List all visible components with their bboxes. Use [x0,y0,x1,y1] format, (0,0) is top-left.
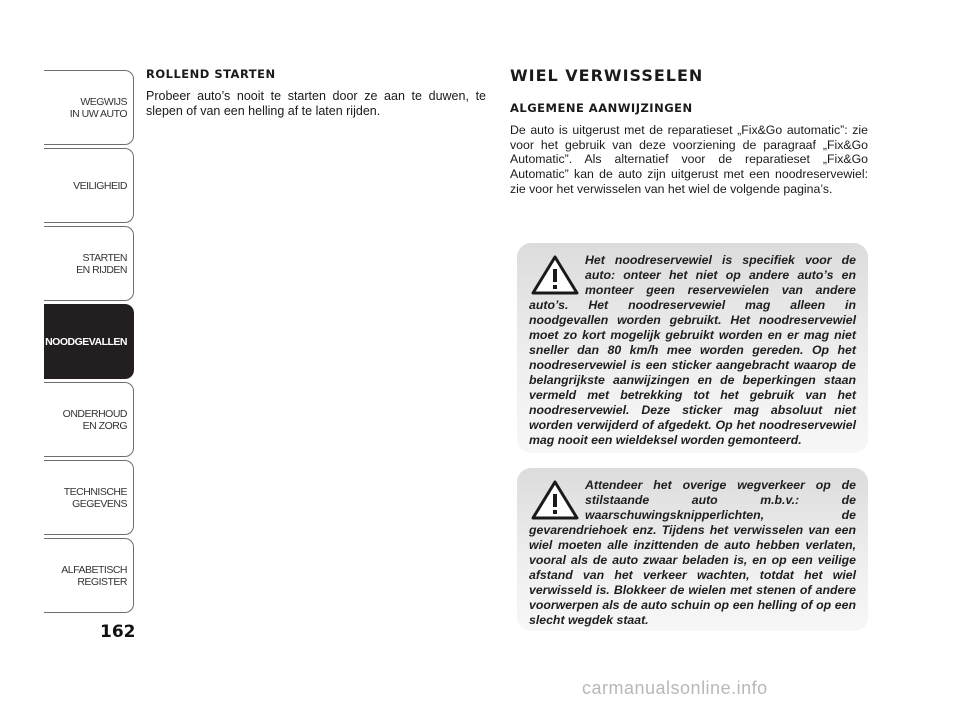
tab-noodgevallen[interactable]: NOODGEVALLEN [44,304,134,379]
algemene-aanwijzingen-paragraph: De auto is uitgerust met de reparatieset „Fix&Go automatic”: zie voor het gebruik van deze voorziening de paragraaf „Fix&Go Automatic”. Als alternatief voor de reparatieset „Fix&Go Automatic” kan de auto zijn uitgerust met een noodreservewiel: zie voor het verwisselen van het wiel de volgende pagina’s. [510,123,868,196]
tab-veiligheid[interactable]: VEILIGHEID [44,148,134,223]
tab-starten-en-rijden[interactable]: STARTEN EN RIJDEN [44,226,134,301]
tab-wegwijs[interactable]: WEGWIJS IN UW AUTO [44,70,134,145]
warning-text: Attendeer het overige wegverkeer op de stilstaande auto m.b.v.: de waarschuwingsknipperlichten, de gevarendriehoek enz. Tijdens het verwisselen van een wiel moeten alle inzittenden de auto hebben verlaten, vooral als de auto zwaar beladen is, en op een veilige afstand van het verkeer wachten, totdat het wiel verwisseld is. Blokkeer de wielen met stenen of andere voorwerpen als de auto schuin op een helling of op een slecht wegdek staat. [529,478,856,627]
watermark: carmanualsonline.info [582,678,768,698]
tab-onderhoud-en-zorg[interactable]: ONDERHOUD EN ZORG [44,382,134,457]
right-column [510,66,868,197]
page-title: WIEL VERWISSELEN [510,66,704,85]
warning-text: Het noodreservewiel is specifiek voor de auto: onteer het niet op andere auto’s en monteer geen reservewielen van andere auto’s. Het noodreservewiel mag alleen in noodgevallen worden gebruikt. Het noodreservewiel moet zo kort mogelijk gebruikt worden en er mag niet sneller dan 80 km/h mee worden gereden. Op het noodreservewiel is een sticker aangebracht waarop de belangrijkste aanwijzingen en de beperkingen staan vermeld met betrekking tot het gebruik van het noodreservewiel. Deze sticker mag absoluut niet worden verwijderd of afgedekt. Op het noodreservewiel mag nooit een wieldeksel worden gemonteerd. [529,253,856,447]
section-heading-rollend-starten: ROLLEND STARTEN [146,67,276,81]
tab-technische-gegevens[interactable]: TECHNISCHE GEGEVENS [44,460,134,535]
tab-alfabetisch-register[interactable]: ALFABETISCH REGISTER [44,538,134,613]
section-heading-algemene-aanwijzingen: ALGEMENE AANWIJZINGEN [510,101,693,115]
warning-triangle-icon [529,478,581,522]
warning-triangle-icon [529,253,581,297]
rollend-starten-paragraph: Probeer auto’s nooit te starten door ze aan te duwen, te slepen of van een helling af te laten rijden. [146,89,486,118]
warning-box-wegverkeer [517,468,868,631]
page-number: 162 [100,622,136,642]
left-column [146,67,486,119]
warning-box-noodreservewiel [517,243,868,453]
